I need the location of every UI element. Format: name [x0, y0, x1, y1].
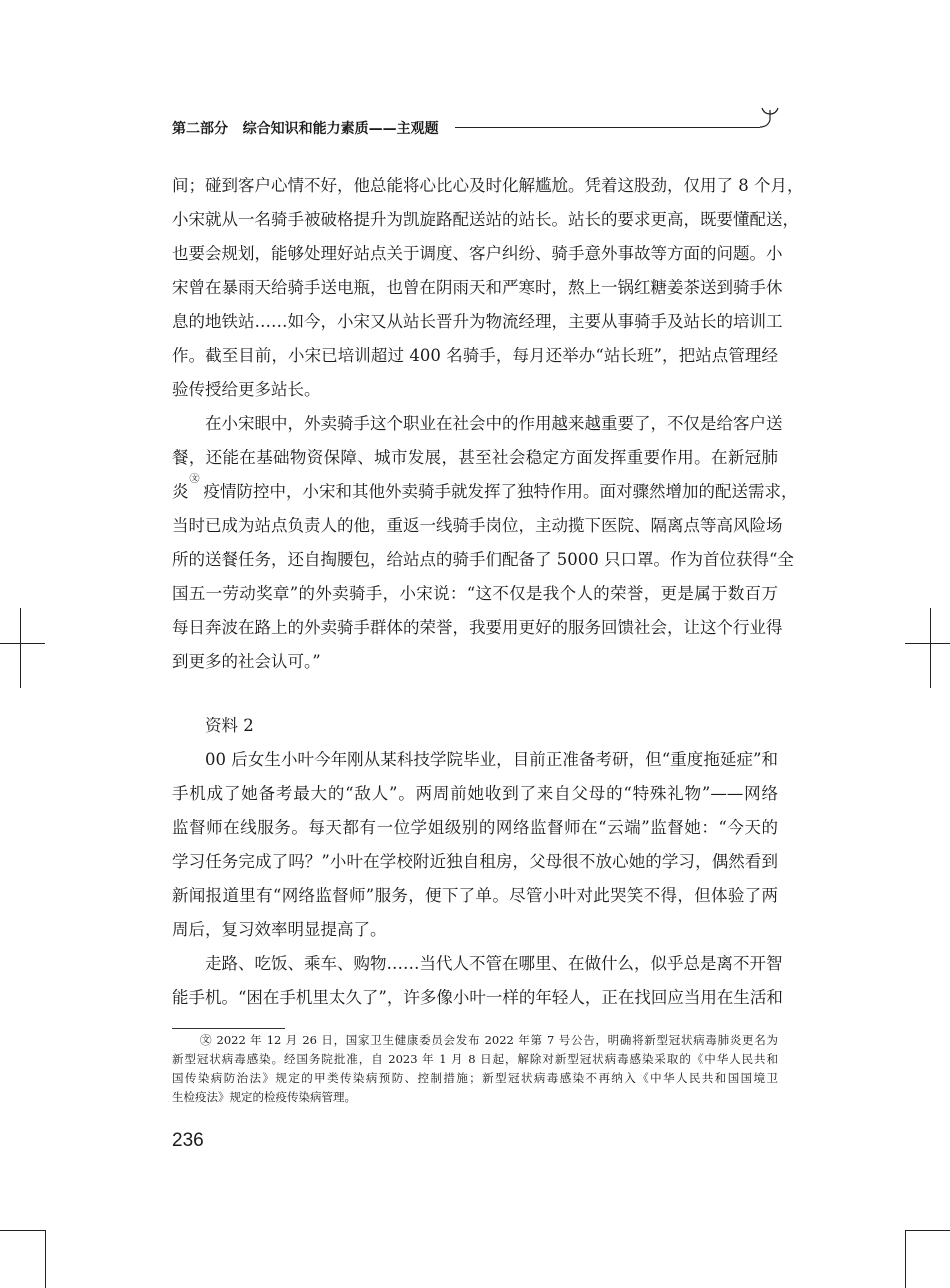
- crop-mark: [20, 608, 21, 688]
- footnote-mark: ㉆: [200, 1033, 212, 1047]
- line: 监督师在线服务。每天都有一位学姐级别的网络监督师在“云端”监督她：“今天的: [172, 818, 778, 837]
- line: 宋曾在暴雨天给骑手送电瓶，也曾在阴雨天和严寒时，熬上一锅红糖姜茶送到骑手休: [172, 278, 783, 297]
- line-start: 炎: [172, 482, 189, 501]
- line: 餐，还能在基础物资保障、城市发展，甚至社会稳定方面发挥重要作用。在新冠肺: [172, 448, 778, 467]
- line: 作。截至目前，小宋已培训超过 400 名骑手，每月还举办“站长班”，把站点管理经: [172, 346, 778, 365]
- line: 间；碰到客户心情不好，他总能将心比心及时化解尴尬。凭着这股劲，仅用了 8 个月，: [172, 176, 804, 195]
- line: 走路、吃饭、乘车、购物……当代人不管在哪里、在做什么，似乎总是离不开智: [205, 954, 783, 973]
- crop-mark: [0, 1230, 45, 1231]
- line: 周后，复习效率明显提高了。: [172, 920, 387, 939]
- line: 也要会规划，能够处理好站点关于调度、客户纠纷、骑手意外事故等方面的问题。小: [172, 244, 783, 263]
- line: 验传授给更多站长。: [172, 380, 321, 399]
- footnote-line: 国传染病防治法》规定的甲类传染病预防、控制措施；新型冠状病毒感染不再纳入《中华人民共和国国境卫: [172, 1071, 778, 1085]
- line: 到更多的社会认可。”: [172, 652, 321, 671]
- footnote: [172, 1031, 778, 1107]
- header-section: 第二部分: [172, 121, 228, 137]
- crop-mark: [0, 643, 45, 644]
- sprout-icon: [752, 104, 782, 132]
- material-2: [172, 709, 783, 1015]
- paragraph-1: [172, 169, 804, 407]
- paragraph-2: [172, 407, 798, 679]
- line: 在小宋眼中，外卖骑手这个职业在社会中的作用越来越重要了，不仅是给客户送: [205, 414, 783, 433]
- line: 00 后女生小叶今年刚从某科技学院毕业，目前正准备考研，但“重度拖延症”和: [205, 750, 778, 769]
- line: 国五一劳动奖章”的外卖骑手，小宋说：“这不仅是我个人的荣誉，更是属于数百万: [172, 584, 778, 603]
- line: 手机成了她备考最大的“敌人”。两周前她收到了来自父母的“特殊礼物”——网络: [172, 784, 778, 803]
- crop-mark: [905, 643, 950, 644]
- page-number: 236: [172, 1130, 204, 1151]
- line: [172, 1031, 778, 1050]
- footnote-line: 2022 年 12 月 26 日，国家卫生健康委员会发布 2022 年第 7 号公告，明确将新型冠状病毒肺炎更名为: [216, 1033, 778, 1047]
- footnote-line: 新型冠状病毒感染。经国务院批准，自 2023 年 1 月 8 日起，解除对新型冠状病毒感染采取的《中华人民共和: [172, 1052, 778, 1066]
- header-title: 综合知识和能力素质——主观题: [242, 121, 439, 137]
- line: 学习任务完成了吗？”小叶在学校附近独自租房，父母很不放心她的学习，偶然看到: [172, 852, 778, 871]
- line: 小宋就从一名骑手被破格提升为凯旋路配送站的站长。站长的要求更高，既要懂配送，: [172, 210, 799, 229]
- line: 息的地铁站……如今，小宋又从站长晋升为物流经理，主要从事骑手及站长的培训工: [172, 312, 783, 331]
- line: [172, 474, 798, 509]
- line-rest: 疫情防控中，小宋和其他外卖骑手就发挥了独特作用。面对骤然增加的配送需求，: [203, 482, 798, 501]
- footnote-line: 生检疫法》规定的检疫传染病管理。: [172, 1090, 356, 1104]
- crop-mark: [905, 1230, 906, 1288]
- line: 所的送餐任务，还自掏腰包，给站点的骑手们配备了 5000 只口罩。作为首位获得“全: [172, 550, 794, 569]
- crop-mark: [45, 1230, 46, 1288]
- line: 当时已成为站点负责人的他，重返一线骑手岗位，主动揽下医院、隔离点等高风险场: [172, 516, 783, 535]
- footnote-rule: [172, 1028, 285, 1029]
- crop-mark: [930, 608, 931, 688]
- material-label: 资料 2: [205, 716, 254, 735]
- line: 能手机。“困在手机里太久了”，许多像小叶一样的年轻人，正在找回应当用在生活和: [172, 988, 783, 1007]
- running-header: [172, 118, 439, 138]
- line: 每日奔波在路上的外卖骑手群体的荣誉，我要用更好的服务回馈社会，让这个行业得: [172, 618, 783, 637]
- header-rule: [455, 127, 760, 128]
- line: 新闻报道里有“网络监督师”服务，便下了单。尽管小叶对此哭笑不得，但体验了两: [172, 886, 778, 905]
- crop-mark: [905, 1230, 950, 1231]
- footnote-ref[interactable]: ㉆: [189, 474, 200, 485]
